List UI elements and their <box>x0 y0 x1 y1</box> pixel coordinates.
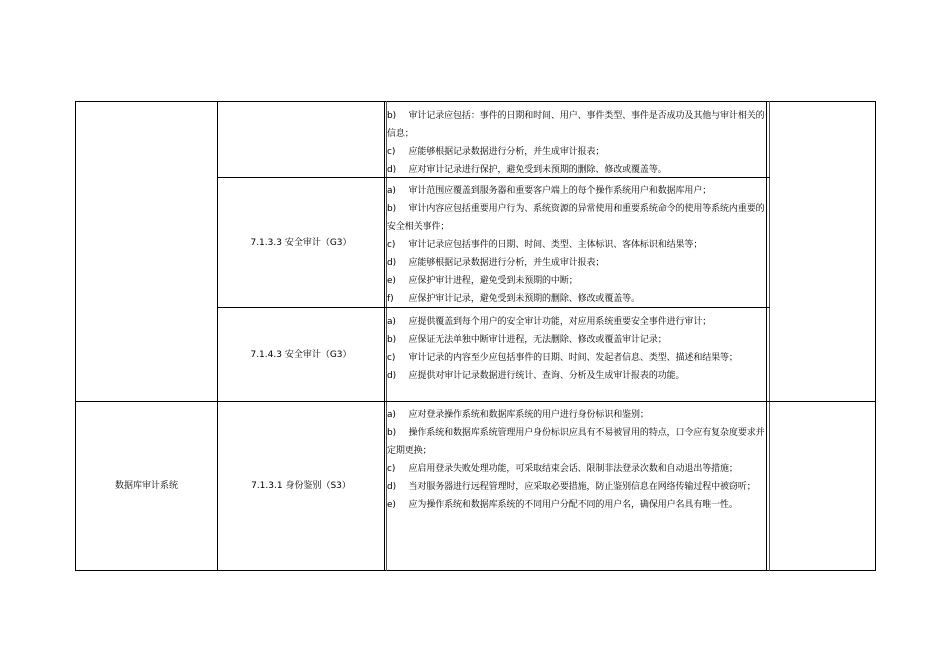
requirement-item: a) 应提供覆盖到每个用户的安全审计功能，对应用系统重要安全事件进行审计； <box>387 317 712 327</box>
requirement-item: d) 应提供对审计记录数据进行统计、查询、分析及生成审计报表的功能。 <box>387 371 685 381</box>
requirement-item: a) 应对登录操作系统和数据库系统的用户进行身份标识和鉴别； <box>387 410 649 420</box>
requirement-item: c) 应启用登录失败处理功能，可采取结束会话、限制非法登录次数和自动退出等措施； <box>387 464 738 474</box>
table-top-border <box>75 101 876 102</box>
requirement-item: e) 应为操作系统和数据库系统的不同用户分配不同的用户名，确保用户名具有唯一性。 <box>387 500 738 510</box>
system-name: 数据库审计系统 <box>114 481 178 491</box>
requirement-item: b) 操作系统和数据库系统管理用户身份标识应具有不易被冒用的特点，口令应有复杂度要求并定期更换； <box>387 428 765 456</box>
requirement-item: e) 应保护审计进程，避免受到未预期的中断； <box>387 276 578 286</box>
table-bottom-border <box>75 570 876 571</box>
clause-cell-3 <box>218 308 384 401</box>
col-sep-3 <box>766 101 767 571</box>
requirement-list-2 <box>387 182 765 306</box>
col-sep-3b <box>769 101 770 571</box>
clause-cell-4 <box>218 402 384 570</box>
requirement-item: b) 审计记录应包括：事件的日期和时间、用户、事件类型、事件是否成功及其他与审计相关的信息； <box>387 111 765 139</box>
requirement-item: b) 审计内容应包括重要用户行为、系统资源的异常使用和重要系统命令的使用等系统内重要的安全相关事件； <box>387 204 765 232</box>
col-sep-2 <box>384 101 385 571</box>
clause-label: 7.1.4.3 安全审计（G3） <box>250 349 352 360</box>
requirement-item: c) 应能够根据记录数据进行分析，并生成审计报表； <box>387 147 605 157</box>
clause-label: 7.1.3.1 身份鉴别（S3） <box>251 481 351 491</box>
clause-label: 7.1.3.3 安全审计（G3） <box>250 237 352 248</box>
requirement-item: a) 审计范围应覆盖到服务器和重要客户端上的每个操作系统用户和数据库用户； <box>387 186 712 196</box>
system-cell <box>76 402 217 570</box>
table-right-border <box>875 101 876 571</box>
requirement-list-4 <box>387 406 765 570</box>
requirement-item: d) 当对服务器进行远程管理时，应采取必要措施，防止鉴别信息在网络传输过程中被窃听； <box>387 482 756 492</box>
requirement-list-3 <box>387 313 765 400</box>
requirement-list-1 <box>387 107 765 175</box>
requirement-item: d) 应能够根据记录数据进行分析，并生成审计报表； <box>387 258 605 268</box>
requirement-item: d) 应对审计记录进行保护，避免受到未预期的删除、修改或覆盖等。 <box>387 165 667 175</box>
requirement-item: f) 应保护审计记录，避免受到未预期的删除、修改或覆盖等。 <box>387 294 640 304</box>
requirement-item: c) 审计记录应包括事件的日期、时间、类型、主体标识、客体标识和结果等； <box>387 240 703 250</box>
requirement-item: c) 审计记录的内容至少应包括事件的日期、时间、发起者信息、类型、描述和结果等； <box>387 353 738 363</box>
requirement-item: b) 应保证无法单独中断审计进程，无法删除、修改或覆盖审计记录； <box>387 335 667 345</box>
clause-cell-2 <box>218 178 384 307</box>
